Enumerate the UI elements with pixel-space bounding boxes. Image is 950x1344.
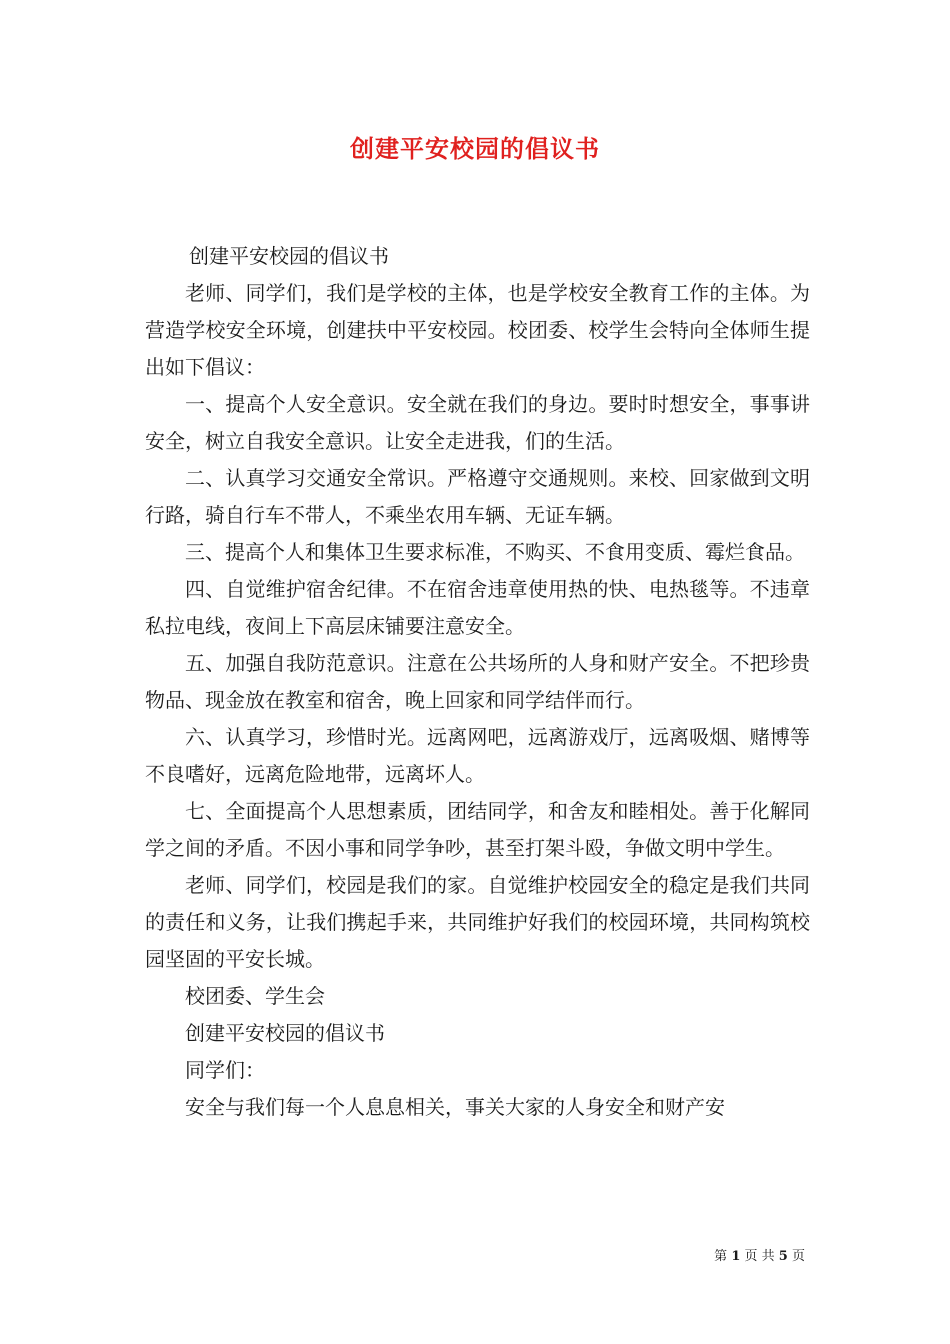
paragraph: 七、全面提高个人思想素质，团结同学，和舍友和睦相处。善于化解同学之间的矛盾。不因小事和同学争吵，甚至打架斗殴，争做文明中学生。	[145, 799, 810, 860]
footer-suffix: 页	[791, 1249, 805, 1264]
paragraph: 二、认真学习交通安全常识。严格遵守交通规则。来校、回家做到文明行路，骑自行车不带人，不乘坐农用车辆、无证车辆。	[145, 466, 810, 527]
paragraph: 安全与我们每一个人息息相关，事关大家的人身安全和财产安	[185, 1095, 725, 1119]
footer-middle: 页 共	[744, 1249, 775, 1264]
paragraph: 六、认真学习，珍惜时光。远离网吧，远离游戏厅，远离吸烟、赌博等不良嗜好，远离危险地带，远离坏人。	[145, 725, 810, 786]
footer-prefix: 第	[714, 1249, 728, 1264]
page-number-footer	[714, 1248, 805, 1266]
paragraph: 老师、同学们，校园是我们的家。自觉维护校园安全的稳定是我们共同的责任和义务，让我们携起手来，共同维护好我们的校园环境，共同构筑校园坚固的平安长城。	[145, 873, 810, 971]
signature-line: 校团委、学生会	[185, 984, 325, 1008]
paragraph: 一、提高个人安全意识。安全就在我们的身边。要时时想安全，事事讲安全，树立自我安全意识。让安全走进我，们的生活。	[145, 392, 810, 453]
document-body	[145, 238, 810, 1126]
current-page-number: 1	[731, 1249, 741, 1264]
total-pages-number: 5	[778, 1249, 788, 1264]
paragraph: 四、自觉维护宿舍纪律。不在宿舍违章使用热的快、电热毯等。不违章私拉电线，夜间上下高层床铺要注意安全。	[145, 577, 810, 638]
paragraph-heading: 创建平安校园的倡议书	[185, 1021, 385, 1045]
paragraph-heading: 创建平安校园的倡议书	[189, 244, 389, 268]
paragraph: 老师、同学们，我们是学校的主体，也是学校安全教育工作的主体。为营造学校安全环境，创建扶中平安校园。校团委、校学生会特向全体师生提出如下倡议：	[145, 281, 810, 379]
paragraph: 三、提高个人和集体卫生要求标准，不购买、不食用变质、霉烂食品。	[185, 540, 805, 564]
paragraph: 五、加强自我防范意识。注意在公共场所的人身和财产安全。不把珍贵物品、现金放在教室和宿舍，晚上回家和同学结伴而行。	[145, 651, 810, 712]
document-title: 创建平安校园的倡议书	[350, 134, 600, 163]
salutation: 同学们：	[185, 1058, 265, 1082]
